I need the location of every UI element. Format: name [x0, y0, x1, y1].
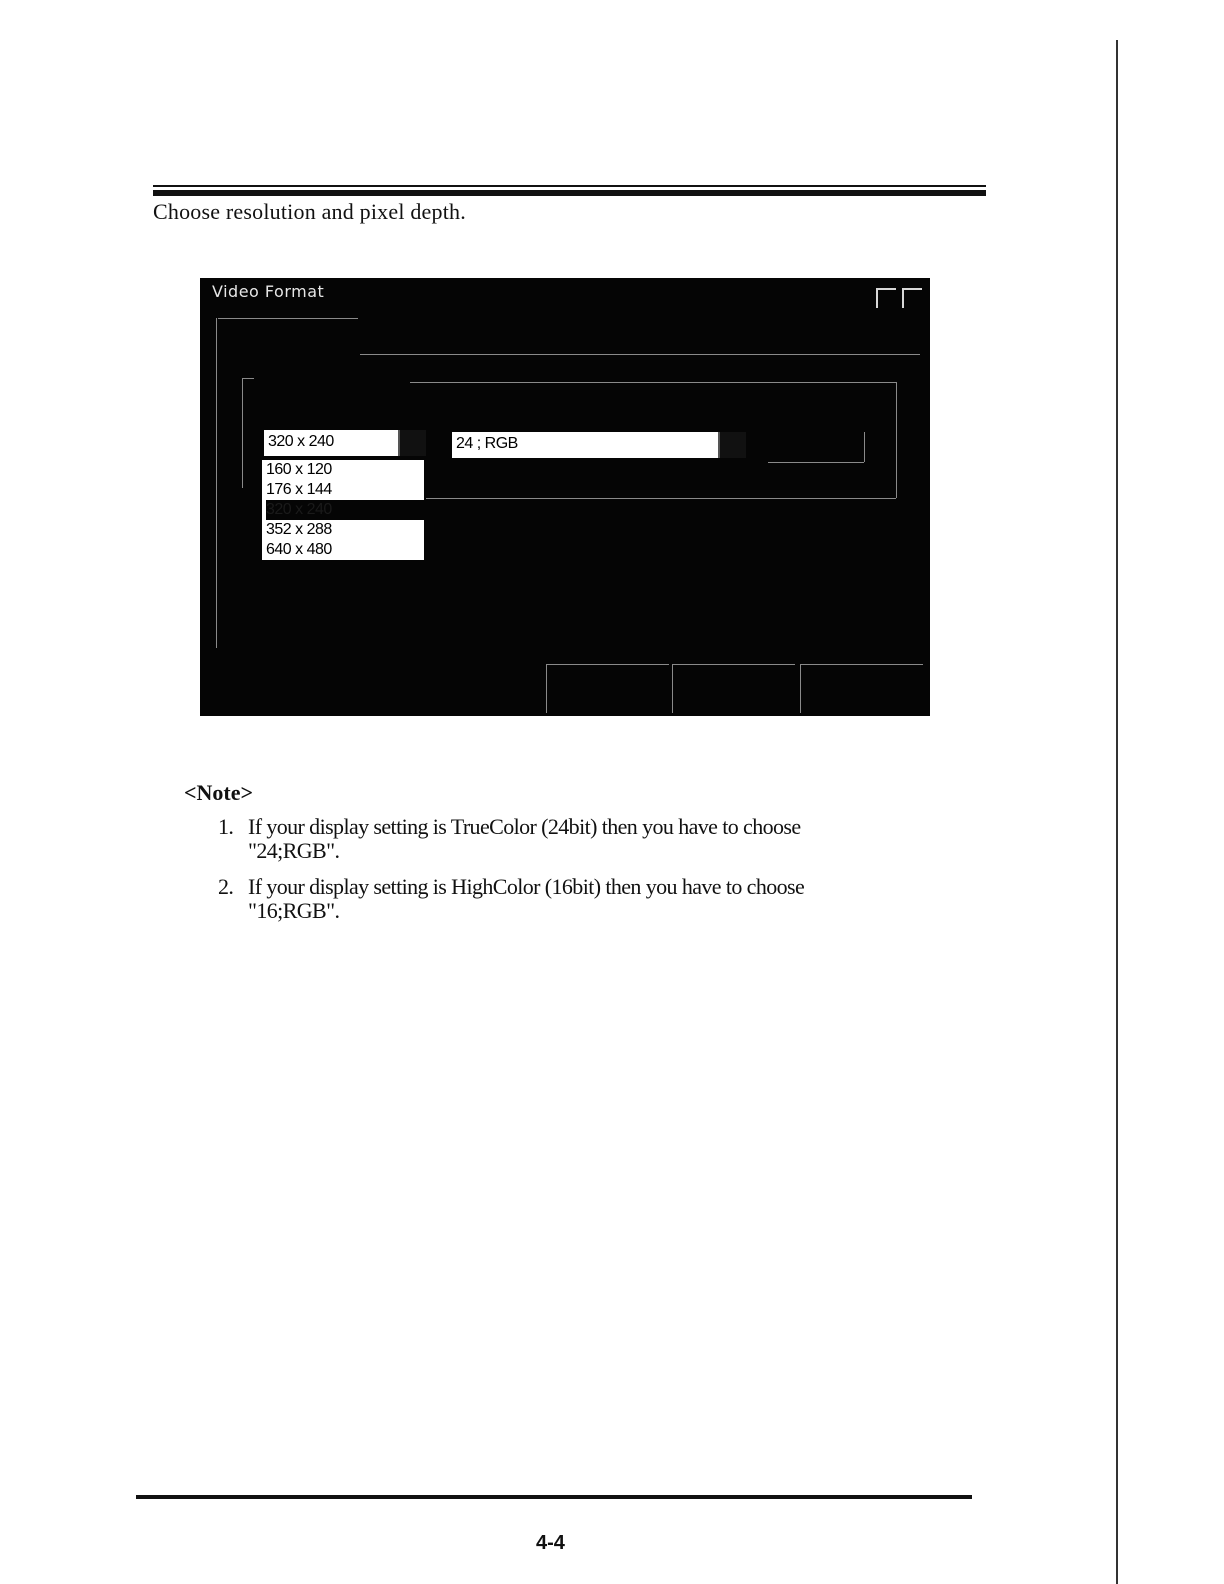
pixel-depth-dropdown-arrow[interactable]	[718, 432, 746, 458]
resolution-dropdown-arrow[interactable]	[398, 430, 426, 456]
note-item-number: 1.	[218, 814, 234, 839]
pixel-depth-selected: 24 ; RGB	[456, 435, 518, 452]
group-frame-line	[896, 382, 897, 498]
note-item	[218, 875, 918, 923]
tab-frame-line	[218, 318, 358, 319]
resolution-dropdown-list[interactable]	[262, 460, 424, 560]
video-format-dialog-screenshot	[200, 278, 930, 716]
resolution-option[interactable]: 640 x 480	[266, 541, 332, 558]
titlebar-button[interactable]	[876, 288, 896, 308]
note-item-number: 2.	[218, 874, 234, 899]
note-heading: <Note>	[184, 780, 254, 805]
group-frame-line	[410, 382, 896, 383]
tab-frame-line	[216, 318, 217, 648]
dialog-title: Video Format	[212, 282, 325, 301]
resolution-option[interactable]: 160 x 120	[266, 461, 332, 478]
footer-rule	[136, 1495, 972, 1499]
group-frame-line	[768, 462, 864, 463]
dialog-button[interactable]	[800, 664, 923, 713]
note-item	[218, 815, 918, 863]
group-frame-line	[242, 378, 243, 488]
group-frame-line	[242, 378, 254, 379]
group-frame-line	[426, 498, 896, 499]
resolution-option[interactable]: 352 x 288	[266, 521, 332, 538]
note-item-line: "16;RGB".	[248, 898, 340, 923]
page-number: 4-4	[536, 1532, 565, 1554]
group-frame-line	[864, 432, 865, 462]
header-rule-thin	[153, 185, 986, 187]
resolution-option[interactable]: 176 x 144	[266, 481, 332, 498]
resolution-selected: 320 x 240	[268, 433, 334, 450]
dialog-button[interactable]	[546, 664, 669, 713]
dialog-button[interactable]	[672, 664, 795, 713]
note-item-line: If your display setting is TrueColor (24bit) then you have to choose	[248, 814, 801, 839]
pixel-depth-combo[interactable]	[452, 432, 746, 458]
intro-text: Choose resolution and pixel depth.	[153, 199, 466, 224]
header-rule-thick	[153, 190, 986, 196]
titlebar-close-button[interactable]	[902, 288, 922, 308]
note-list	[218, 815, 918, 935]
tab-frame-line	[360, 354, 920, 355]
page-edge-line	[1116, 40, 1118, 1584]
note-item-line: If your display setting is HighColor (16bit) then you have to choose	[248, 874, 805, 899]
resolution-combo[interactable]	[264, 430, 426, 456]
resolution-option-highlighted[interactable]: 320 x 240	[266, 500, 424, 520]
note-item-line: "24;RGB".	[248, 838, 340, 863]
